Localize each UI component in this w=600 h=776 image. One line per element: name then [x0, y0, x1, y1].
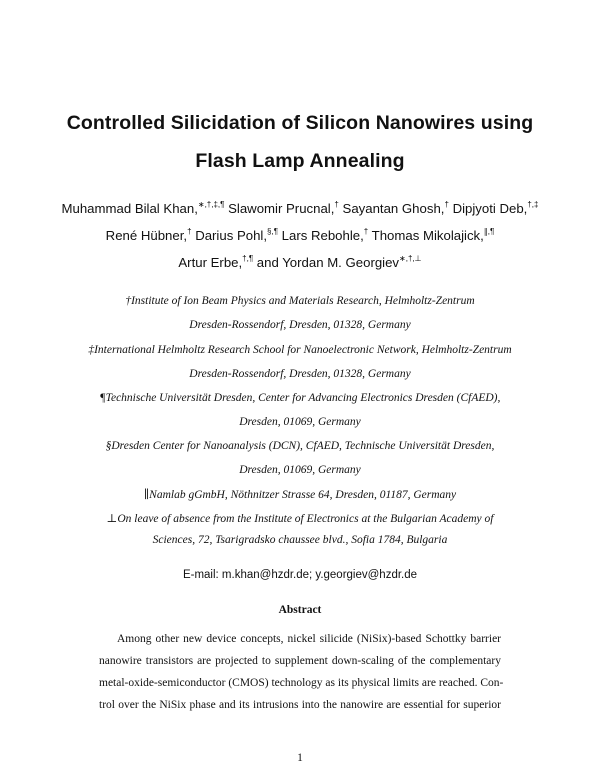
author-marks: ∥,¶: [483, 227, 495, 236]
abstract-line: nanowire transistors are projected to supplement down-scaling of the complementary: [99, 655, 501, 667]
affiliation-line: §Dresden Center for Nanoanalysis (DCN), CfAED, Technische Universität Dresden,: [105, 440, 495, 452]
author-marks: ∗,†,⊥: [399, 254, 422, 263]
author: Thomas Mikolajick,: [371, 228, 484, 243]
abstract-line: metal-oxide-semiconductor (CMOS) technology as its physical limits are reached. Con-: [99, 677, 504, 689]
author-line-2: [0, 228, 600, 243]
author: Slawomir Prucnal,: [228, 201, 335, 216]
affiliation-line: Dresden-Rossendorf, Dresden, 01328, Germany: [189, 319, 411, 331]
author-marks: §,¶: [267, 227, 278, 236]
author: Darius Pohl,: [195, 228, 268, 243]
author: and Yordan M. Georgiev: [256, 255, 400, 270]
author-line-3: [0, 255, 600, 270]
author: Sayantan Ghosh,: [342, 201, 445, 216]
page-number: 1: [297, 752, 303, 764]
author-line-1: [0, 201, 600, 216]
affiliation-line: Dresden, 01069, Germany: [239, 416, 361, 428]
author: Muhammad Bilal Khan,: [61, 201, 198, 216]
paper-title-line-2: Flash Lamp Annealing: [195, 150, 405, 172]
affiliation-line: Dresden-Rossendorf, Dresden, 01328, Germany: [189, 368, 411, 380]
author-marks: †: [363, 227, 369, 236]
contact-email: E-mail: m.khan@hzdr.de; y.georgiev@hzdr.de: [182, 569, 418, 581]
affiliation-line: ⊥On leave of absence from the Institute of Electronics at the Bulgarian Academy of: [106, 513, 494, 525]
affiliation-line: †Institute of Ion Beam Physics and Materials Research, Helmholtz-Zentrum: [125, 295, 475, 307]
author: René Hübner,: [105, 228, 188, 243]
affiliation-line: Dresden, 01069, Germany: [239, 464, 361, 476]
affiliation-line: ‡International Helmholtz Research School for Nanoelectronic Network, Helmholtz-Zentrum: [88, 344, 512, 356]
author: Lars Rebohle,: [281, 228, 364, 243]
author-marks: †,¶: [242, 254, 254, 263]
author-marks: †: [187, 227, 192, 236]
author-marks: †: [334, 200, 339, 209]
affiliation-line: ∥Namlab gGmbH, Nöthnitzer Strasse 64, Dresden, 01187, Germany: [143, 489, 457, 501]
author-marks: †,‡: [527, 200, 539, 209]
author-marks: ∗,†,‡,¶: [197, 200, 225, 209]
abstract-line: Among other new device concepts, nickel silicide (NiSix)-based Schottky barrier: [117, 633, 501, 645]
author: Dipjyoti Deb,: [452, 201, 528, 216]
author-marks: †: [444, 200, 449, 209]
abstract-line: trol over the NiSix phase and its intrusions into the nanowire are essential for superior: [99, 699, 501, 711]
abstract-heading: Abstract: [278, 604, 322, 616]
paper-title-line-1: Controlled Silicidation of Silicon Nanowires using: [66, 112, 534, 134]
affiliation-line: ¶Technische Universität Dresden, Center for Advancing Electronics Dresden (CfAED),: [99, 392, 501, 404]
affiliation-line: Sciences, 72, Tsarigradsko chaussee blvd., Sofia 1784, Bulgaria: [152, 534, 448, 546]
author: Artur Erbe,: [178, 255, 243, 270]
